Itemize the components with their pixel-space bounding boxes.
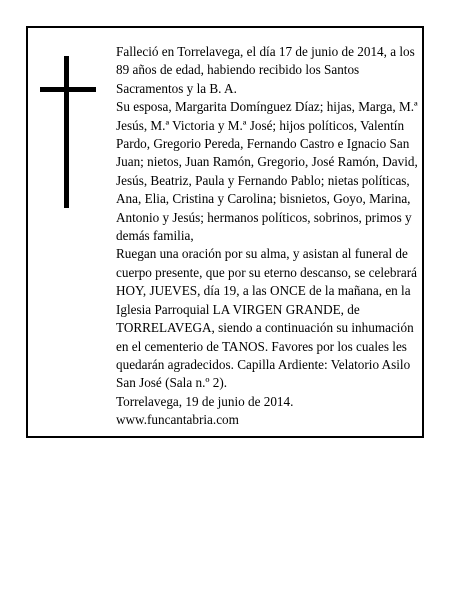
place-and-date: Torrelavega, 19 de junio de 2014. [116,393,294,409]
obituary-notice [26,26,424,438]
cross-icon [38,56,98,208]
cross-vertical-bar [64,56,69,208]
cross-horizontal-bar [40,87,96,92]
website: www.funcantabria.com [116,412,239,428]
funeral-details: Ruegan una oración por su alma, y asistan al funeral de cuerpo presente, que por su eterno descanso, se celebrará HOY, JUEVES, día 19, a las ONCE de la mañana, en la Iglesia Parroquial LA VIRGEN GRANDE, de TORRELAVEGA, siendo a continuación su inhumación en el cementerio de TANOS. Favores por los cuales les quedarán agradecidos. Capilla Ardiente: Velatorio Asilo San José (Sala n.º 2). [116,246,417,391]
death-announcement: Falleció en Torrelavega, el día 17 de junio de 2014, a los 89 años de edad, habiendo recibido los Santos Sacramentos y la B. A. [116,44,415,96]
notice-text [116,43,424,430]
family-list: Su esposa, Margarita Domínguez Díaz; hijas, Marga, M.ª Jesús, M.ª Victoria y M.ª José; hijos políticos, Valentín Pardo, Gregorio Pereda, Fernando Castro e Ignacio San Juan; nietos, Juan Ramón, Gregorio, José Ramón, David, Jesús, Beatriz, Paula y Fernando Pablo; nietas políticas, Ana, Elia, Cristina y Carolina; bisnietos, Goyo, Marina, Antonio y Jesús; hermanos políticos, sobrinos, primos y demás familia, [116,99,418,244]
